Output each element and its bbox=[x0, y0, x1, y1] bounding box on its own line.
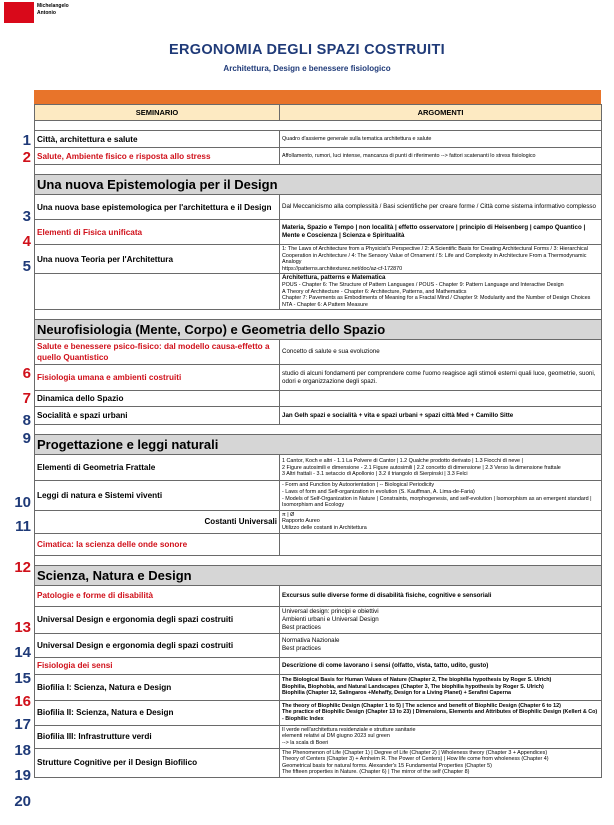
seminar-title: Leggi di natura e Sistemi viventi bbox=[35, 481, 280, 510]
syllabus-table bbox=[34, 104, 602, 778]
seminar-title: Cimatica: la scienza delle onde sonore bbox=[35, 533, 280, 555]
seminar-topics: Jan Gelh spazi e socialità + vita e spazi urbani + spazi città Med + Camillo Sitte bbox=[280, 407, 602, 425]
seminar-topics: The theory of Biophilic Design (Chapter 1 to 5) | The science and benefit of Biophilic Design (Chapter 6 to 12) The practice of Biophilic Design (Chapter 13 to 23) | Dimensions, Elements and Attributes of Biophilic Design (Kellert & Co) - Biophilic Index bbox=[280, 700, 602, 725]
page-subtitle: Architettura, Design e benessere fisiologico bbox=[223, 64, 391, 73]
table-row bbox=[35, 274, 602, 310]
seminar-title: Elementi di Fisica unificata bbox=[35, 220, 280, 245]
header-bar bbox=[34, 90, 601, 104]
seminar-title: Fisiologia dei sensi bbox=[35, 657, 280, 674]
table-row bbox=[35, 195, 602, 220]
seminar-title: Dinamica dello Spazio bbox=[35, 391, 280, 407]
table-row bbox=[35, 510, 602, 533]
section-header: Neurofisiologia (Mente, Corpo) e Geometria dello Spazio bbox=[35, 320, 602, 340]
seminar-title: Una nuova base epistemologica per l'architettura e il Design bbox=[35, 195, 280, 220]
seminar-topics: Affollamento, rumori, luci intense, mancanza di punti di riferimento --> fattori scatenanti lo stress fisiologico bbox=[280, 148, 602, 165]
table-row bbox=[35, 245, 602, 274]
column-headers bbox=[35, 105, 602, 121]
seminar-topics: The Biological Basis for Human Values of Nature (Chapter 2, The biophilia hypothesis by Roger S. Ulrich) Biophilia, Biophobia, and Natural Landscapes (Chapter 3, The biophilia hypothesis by Roger S. Ulrich) Biophilia (Chapter 12, Salingaros +Mehaffy, Design for a Living Planet) + Serafini Caperna bbox=[280, 674, 602, 700]
table-row bbox=[35, 131, 602, 148]
seminar-topics: Normativa Nazionale Best practices bbox=[280, 633, 602, 657]
row-number: 4 bbox=[22, 233, 31, 250]
seminar-topics: Il verde nell'architettura residenziale e strutture sanitarie elementi relativi al DM giugno 2023 sul green --> la scala di Boeri bbox=[280, 725, 602, 748]
seminar-title bbox=[35, 274, 280, 310]
seminar-topics: 1: The Laws of Architecture from a Physicist's Perspective / 2: A Scientific Basis for Creating Architectural Forms / 3: Hierarchical Cooperation in Architecture / 4: The Sensory Value of Ornament / 5: Life and Complexity in Architecture From a Thermodynamic Analogy https://patterns.architexturez.net/doc/az-cf-172870 bbox=[280, 245, 602, 274]
table-row bbox=[35, 220, 602, 245]
table-row bbox=[35, 725, 602, 748]
table-row bbox=[35, 391, 602, 407]
seminar-topics: Materia, Spazio e Tempo | non località | effetto osservatore | principio di Heisenberg | campo Quantico | Mente e Coscienza | Scienza e Spiritualità bbox=[280, 220, 602, 245]
row-number: 1 bbox=[22, 132, 31, 149]
seminar-title: Biofilia II: Scienza, Natura e Design bbox=[35, 700, 280, 725]
page-title: ERGONOMIA DEGLI SPAZI COSTRUITI bbox=[169, 42, 445, 58]
table-row bbox=[35, 748, 602, 777]
seminar-title: Elementi di Geometria Frattale bbox=[35, 455, 280, 481]
row-number: 18 bbox=[14, 742, 31, 759]
author-name: Michelangelo Antonio bbox=[37, 3, 69, 16]
seminar-title: Biofilia I: Scienza, Natura e Design bbox=[35, 674, 280, 700]
table-row bbox=[35, 365, 602, 391]
seminar-title: Biofilia III: Infrastrutture verdi bbox=[35, 725, 280, 748]
row-number: 7 bbox=[22, 390, 31, 407]
seminar-title: Universal Design e ergonomia degli spazi costruiti bbox=[35, 606, 280, 633]
topics-heading: Architettura, patterns e Matematica bbox=[282, 274, 386, 282]
row-number: 3 bbox=[22, 208, 31, 225]
seminar-topics: Universal design: principi e obiettivi Ambienti urbani e Universal Design Best practices bbox=[280, 606, 602, 633]
seminar-topics: Descrizione di come lavorano i sensi (olfatto, vista, tatto, udito, gusto) bbox=[280, 657, 602, 674]
table-row bbox=[35, 585, 602, 606]
table-row bbox=[35, 674, 602, 700]
row-number: 19 bbox=[14, 767, 31, 784]
seminar-title: Salute e benessere psico-fisico: dal modello causa-effetto a quello Quantistico bbox=[35, 340, 280, 365]
row-number: 17 bbox=[14, 716, 31, 733]
table-row bbox=[35, 700, 602, 725]
table-row bbox=[35, 533, 602, 555]
seminar-topics: studio di alcuni fondamenti per comprendere come l'uomo reagisce agli stimoli esterni quali luce, geometrie, suoni, odori e organizzazione degli spazi. bbox=[280, 365, 602, 391]
row-number: 12 bbox=[14, 559, 31, 576]
table-row bbox=[35, 481, 602, 510]
table-row bbox=[35, 455, 602, 481]
seminar-title: Strutture Cognitive per il Design Biofilico bbox=[35, 748, 280, 777]
row-number: 8 bbox=[22, 412, 31, 429]
seminar-topics: 1 Cantor, Koch e altri - 1.1 La Polvere di Cantor | 1.2 Qualche prodotto derivato | 1.3 Fiocchi di neve | 2 Figure autosimili e dimensione - 2.1 Figure autosimili | 2.2 concetto di dimensione | 2.3 Verso la dimensione frattale 3 Altri frattali - 3.1 setaccio di Apollonio | 3.2 il triangolo di Sierpinski | 3.3 Felci bbox=[280, 455, 602, 481]
seminar-topics: π | Ø Rapporto Aureo Utilizzo delle costanti in Architettura bbox=[280, 510, 602, 533]
seminar-title-right: Costanti Universali bbox=[204, 517, 277, 527]
table-row bbox=[35, 148, 602, 165]
seminar-title: Socialità e spazi urbani bbox=[35, 407, 280, 425]
col-seminario: SEMINARIO bbox=[35, 105, 280, 121]
row-number: 15 bbox=[14, 670, 31, 687]
seminar-topics: The Phenomenon of Life (Chapter 1) | Degree of Life (Chapter 2) | Wholeness theory (Chapter 3 + Appendices) Theory of Centers (Chapter 3) + Arnheim R. The Power of Centers) | How life come from wholeness (Chapter 4) Geometrical basis for natural forms. Alexander's 15 Fundamental Properties (Chapter 5) The fifteen properties in Nature. (Chapter 6) | The mirror of the self (Chapter 8) bbox=[280, 748, 602, 777]
row-number: 9 bbox=[22, 430, 31, 447]
seminar-title: Città, architettura e salute bbox=[35, 131, 280, 148]
brand-logo bbox=[4, 2, 34, 23]
row-number: 13 bbox=[14, 619, 31, 636]
table-row bbox=[35, 633, 602, 657]
row-number: 6 bbox=[22, 365, 31, 382]
seminar-title: Universal Design e ergonomia degli spazi costruiti bbox=[35, 633, 280, 657]
row-number: 11 bbox=[15, 518, 31, 535]
section-header: Progettazione e leggi naturali bbox=[35, 435, 602, 455]
row-number: 16 bbox=[14, 693, 31, 710]
seminar-topics: Excursus sulle diverse forme di disabilità fisiche, cognitive e sensoriali bbox=[280, 585, 602, 606]
seminar-title bbox=[35, 510, 280, 533]
topics-list: POUS - Chapter 6: The Structure of Pattern Languages / POUS - Chapter 9: Pattern Language and Interactive Design A Theory of Architecture - Chapter 6: Architecture, Patterns, and Mathematics Chapter 7: Pavements as Embodiments of Meaning for a Fractal Mind / Chapter 9: Modularity and the Number of Design Choices NTA - Chapter 6: A Pattern Measure bbox=[282, 281, 591, 308]
seminar-topics: Dal Meccanicismo alla complessità / Basi scientifiche per creare forme / Città come sistema informativo complesso bbox=[280, 195, 602, 220]
seminar-topics bbox=[280, 391, 602, 407]
row-number: 2 bbox=[22, 149, 31, 166]
section-header: Scienza, Natura e Design bbox=[35, 565, 602, 585]
seminar-title: Patologie e forme di disabilità bbox=[35, 585, 280, 606]
seminar-topics bbox=[280, 274, 602, 310]
seminar-topics bbox=[280, 533, 602, 555]
table-row bbox=[35, 657, 602, 674]
row-number: 5 bbox=[22, 258, 31, 275]
seminar-title: Salute, Ambiente fisico e risposta allo stress bbox=[35, 148, 280, 165]
col-argomenti: ARGOMENTI bbox=[280, 105, 602, 121]
seminar-topics: - Form and Function by Autoorientation | -- Biological Periodicity - Laws of form and Self-organization in evolution (S. Kauffman, A. Lima-de-Faria) - Models of Self-Organization in Nature | Constraints, morphogenesis, and self-evolution | Isomorphism as an emergent standard | Isomorphism and Ecology bbox=[280, 481, 602, 510]
seminar-title: Una nuova Teoria per l'Architettura bbox=[35, 245, 280, 274]
seminar-title: Fisiologia umana e ambienti costruiti bbox=[35, 365, 280, 391]
row-number: 20 bbox=[14, 793, 31, 810]
seminar-topics: Concetto di salute e sua evoluzione bbox=[280, 340, 602, 365]
row-number: 10 bbox=[14, 494, 31, 511]
table-row bbox=[35, 407, 602, 425]
table-row bbox=[35, 340, 602, 365]
row-number: 14 bbox=[14, 644, 31, 661]
table-row bbox=[35, 606, 602, 633]
section-header: Una nuova Epistemologia per il Design bbox=[35, 175, 602, 195]
seminar-topics: Quadro d'assieme generale sulla tematica architettura e salute bbox=[280, 131, 602, 148]
